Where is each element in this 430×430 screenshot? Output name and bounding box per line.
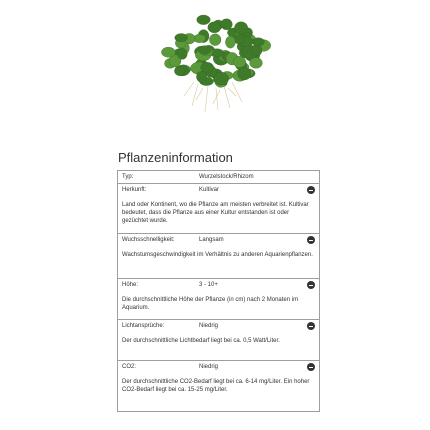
- row-co2[interactable]: [117, 360, 320, 373]
- leaf-shape: [233, 56, 246, 67]
- plant-photo: [158, 4, 274, 114]
- leaf-shape: [234, 22, 247, 35]
- minus-circle-icon[interactable]: [307, 281, 315, 289]
- leaf-shape: [221, 19, 233, 30]
- row-label: CO2:: [122, 364, 137, 370]
- leaf-shape: [250, 58, 263, 69]
- leaf-shape: [197, 15, 211, 25]
- leaf-shape: [252, 38, 264, 46]
- row-label: Lichtansprüche:: [122, 323, 165, 329]
- minus-circle-icon[interactable]: [307, 322, 315, 330]
- row-herkunft[interactable]: [117, 183, 320, 196]
- row-label: Herkunft:: [122, 187, 147, 193]
- minus-circle-icon[interactable]: [307, 236, 315, 244]
- minus-circle-icon[interactable]: [307, 186, 315, 194]
- row-description: Der durchschnittliche CO2-Bedarf liegt bei ca. 6-14 mg/Liter. Ein hoher CO2-Bedarf liegt bei ca. 15-25 mg/Liter.: [117, 373, 320, 411]
- row-description: Der durchschnittliche Lichtbedarf liegt bei ca. 0,5 Watt/Liter.: [117, 332, 320, 360]
- leaf-shape: [238, 67, 252, 80]
- leaf-shape: [208, 22, 221, 33]
- plant-info-table: [117, 170, 320, 412]
- row-value: Langsam: [199, 237, 224, 243]
- row-label: Höhe:: [122, 282, 139, 288]
- row-hoehe[interactable]: [117, 278, 320, 291]
- row-wuchsschnelligkeit[interactable]: [117, 233, 320, 246]
- row-description: Die durchschnittliche Höhe der Pflanze (in cm) nach 2 Monaten im Aquarium.: [117, 291, 320, 319]
- row-description: Land oder Kontinent, wo die Pflanze am meisten verbreitet ist. Kultivar bedeutet, dass die Pflanze aus einer Kultur entstanden ist oder gezüchtet wurde.: [117, 196, 320, 233]
- row-description: Wachstumsgeschwindigkeit im Verhältnis zu anderen Aquarienpflanzen.: [117, 246, 320, 278]
- leaf-shape: [209, 34, 221, 46]
- leaf-shape: [251, 45, 262, 56]
- section-title: Pflanzeninformation: [118, 150, 233, 165]
- leaf-shape: [175, 34, 188, 42]
- row-value: Niedrig: [199, 364, 219, 370]
- row-value: 3 - 10+: [199, 282, 218, 288]
- row-label: Wuchsschnelligkeit:: [122, 237, 175, 243]
- row-typ: [117, 170, 320, 183]
- leaf-shape: [199, 46, 212, 55]
- row-label: Typ:: [122, 174, 134, 180]
- row-value: Kultivar: [199, 187, 220, 193]
- leaf-shape: [177, 48, 187, 59]
- leaf-shape: [174, 66, 185, 76]
- leaf-shape: [225, 36, 235, 48]
- row-value: Niedrig: [199, 323, 219, 329]
- leaf-shape: [213, 72, 228, 85]
- table-bottom-border: [117, 411, 320, 412]
- minus-circle-icon[interactable]: [307, 363, 315, 371]
- leaf-shape: [161, 47, 175, 57]
- row-lichtansprueche[interactable]: [117, 319, 320, 332]
- row-value: Wurzelstock/Rhizom: [199, 174, 254, 180]
- leaf-shape: [196, 71, 206, 82]
